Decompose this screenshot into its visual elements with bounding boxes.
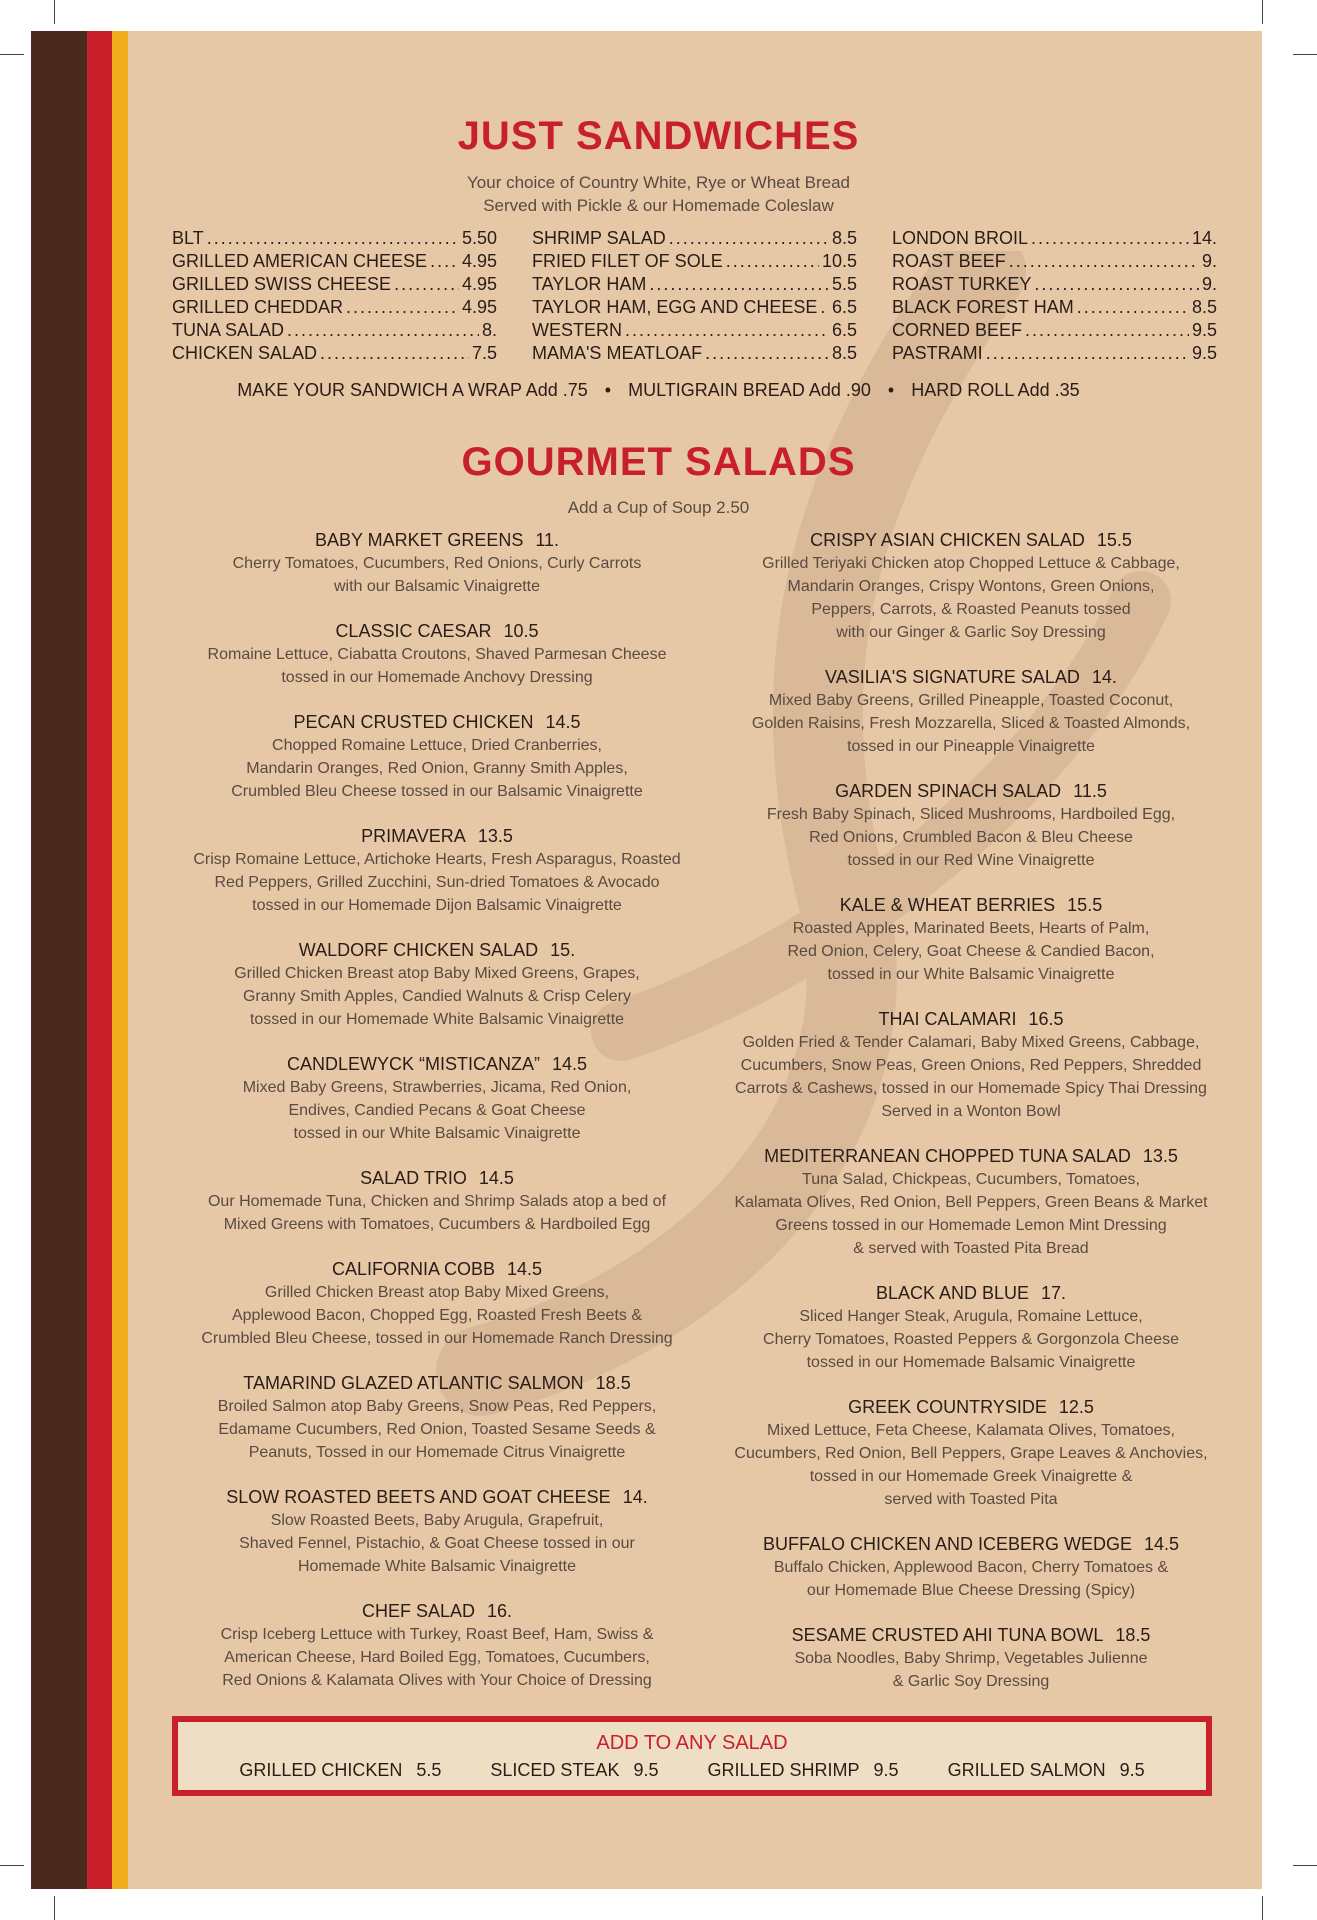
description-line: Our Homemade Tuna, Chicken and Shrimp Salads atop a bed of bbox=[207, 1193, 667, 1210]
salad-item bbox=[716, 1007, 1226, 1123]
salad-item bbox=[716, 665, 1226, 758]
description-line: Mandarin Oranges, Red Onion, Granny Smith Apples, bbox=[246, 760, 628, 777]
item-name: TAYLOR HAM bbox=[532, 274, 647, 294]
salad-name: THAI CALAMARI bbox=[878, 1009, 1017, 1029]
item-price: 10.5 bbox=[821, 251, 857, 271]
item-price: 8.5 bbox=[831, 343, 857, 363]
description-line: Grilled Chicken Breast atop Baby Mixed Greens, bbox=[264, 1284, 610, 1301]
salad-heading bbox=[716, 1623, 1226, 1647]
salad-description bbox=[716, 1031, 1226, 1123]
salad-heading bbox=[716, 665, 1226, 689]
salad-price: 14.5 bbox=[478, 1168, 514, 1188]
description-line: Peanuts, Tossed in our Homemade Citrus Vinaigrette bbox=[248, 1444, 626, 1461]
salad-price: 14.5 bbox=[545, 712, 581, 732]
add-to-salad-box bbox=[172, 1716, 1212, 1796]
item-name: FRIED FILET OF SOLE bbox=[532, 251, 723, 271]
description-line: Buffalo Chicken, Applewood Bacon, Cherry Tomatoes & bbox=[773, 1559, 1169, 1576]
sandwich-item bbox=[172, 228, 497, 251]
description-line: tossed in our Homemade Anchovy Dressing bbox=[281, 669, 593, 686]
salad-item bbox=[182, 1166, 692, 1236]
salad-name: WALDORF CHICKEN SALAD bbox=[298, 940, 539, 960]
leader-dots bbox=[705, 343, 829, 364]
brown-stripe bbox=[31, 31, 87, 1889]
sandwich-item bbox=[892, 297, 1217, 320]
salad-name: KALE & WHEAT BERRIES bbox=[839, 895, 1056, 915]
salad-heading bbox=[716, 528, 1226, 552]
salad-name: VASILIA'S SIGNATURE SALAD bbox=[825, 667, 1080, 687]
sandwiches-subtitle bbox=[0, 171, 1317, 217]
sandwich-item bbox=[892, 251, 1217, 274]
bullet-separator: • bbox=[887, 380, 895, 400]
salad-heading bbox=[716, 1144, 1226, 1168]
salad-description bbox=[182, 1190, 692, 1236]
salad-description bbox=[182, 1509, 692, 1578]
salad-name: CANDLEWYCK “MISTICANZA” bbox=[286, 1054, 540, 1074]
description-line: Fresh Baby Spinach, Sliced Mushrooms, Hardboiled Egg, bbox=[766, 806, 1176, 823]
crop-mark bbox=[54, 0, 55, 24]
description-line: served with Toasted Pita bbox=[884, 1491, 1058, 1508]
item-price: 8. bbox=[481, 320, 497, 340]
leader-dots bbox=[669, 228, 829, 249]
salad-description bbox=[716, 1305, 1226, 1374]
description-line: Crisp Iceberg Lettuce with Turkey, Roast Beef, Ham, Swiss & bbox=[220, 1626, 654, 1643]
description-line: Sliced Hanger Steak, Arugula, Romaine Lettuce, bbox=[799, 1308, 1143, 1325]
sandwich-item bbox=[532, 297, 857, 320]
description-line: Chopped Romaine Lettuce, Dried Cranberries, bbox=[272, 737, 602, 754]
subtitle-line: Served with Pickle & our Homemade Coleslaw bbox=[483, 196, 834, 215]
sandwich-item bbox=[172, 320, 497, 343]
leader-dots bbox=[1009, 251, 1199, 272]
salad-item bbox=[182, 619, 692, 689]
salad-addon-price: 9.5 bbox=[633, 1760, 659, 1780]
description-line: Crumbled Bleu Cheese, tossed in our Homemade Ranch Dressing bbox=[201, 1330, 673, 1347]
salad-item bbox=[716, 1281, 1226, 1374]
description-line: Served in a Wonton Bowl bbox=[881, 1103, 1061, 1120]
description-line: & served with Toasted Pita Bread bbox=[853, 1240, 1089, 1257]
salad-description bbox=[182, 734, 692, 803]
description-line: Cucumbers, Snow Peas, Green Onions, Red Peppers, Shredded bbox=[740, 1057, 1202, 1074]
description-line: Endives, Candied Pecans & Goat Cheese bbox=[288, 1102, 586, 1119]
sandwich-item bbox=[172, 274, 497, 297]
item-price: 9. bbox=[1201, 274, 1217, 294]
item-name: GRILLED AMERICAN CHEESE bbox=[172, 251, 428, 271]
description-line: Kalamata Olives, Red Onion, Bell Peppers, Green Beans & Market bbox=[734, 1194, 1208, 1211]
salad-addon-price: 9.5 bbox=[873, 1760, 899, 1780]
salad-description bbox=[182, 552, 692, 598]
sandwich-item bbox=[532, 343, 857, 366]
salad-description bbox=[716, 1419, 1226, 1511]
sandwich-column-2 bbox=[532, 228, 857, 366]
item-price: 4.95 bbox=[461, 251, 497, 271]
item-price: 5.50 bbox=[461, 228, 497, 248]
salad-addon-name: GRILLED SALMON bbox=[947, 1760, 1106, 1780]
item-name: BLACK FOREST HAM bbox=[892, 297, 1074, 317]
salad-name: SESAME CRUSTED AHI TUNA BOWL bbox=[791, 1625, 1104, 1645]
description-line: Mixed Greens with Tomatoes, Cucumbers & Hardboiled Egg bbox=[223, 1216, 651, 1233]
description-line: Soba Noodles, Baby Shrimp, Vegetables Julienne bbox=[794, 1650, 1148, 1667]
description-line: Grilled Chicken Breast atop Baby Mixed Greens, Grapes, bbox=[234, 965, 640, 982]
description-line: American Cheese, Hard Boiled Egg, Tomatoes, Cucumbers, bbox=[224, 1649, 650, 1666]
salads-title: GOURMET SALADS bbox=[461, 440, 856, 484]
leader-dots bbox=[394, 274, 459, 295]
salad-item bbox=[182, 1052, 692, 1145]
description-line: with our Ginger & Garlic Soy Dressing bbox=[836, 624, 1106, 641]
description-line: Greens tossed in our Homemade Lemon Mint Dressing bbox=[775, 1217, 1167, 1234]
salad-item bbox=[182, 710, 692, 803]
leader-dots bbox=[649, 274, 829, 295]
salad-heading bbox=[182, 710, 692, 734]
leader-dots bbox=[1031, 228, 1189, 249]
crop-mark bbox=[1293, 54, 1317, 55]
description-line: Peppers, Carrots, & Roasted Peanuts tossed bbox=[811, 601, 1131, 618]
item-name: GRILLED SWISS CHEESE bbox=[172, 274, 392, 294]
salad-name: CHEF SALAD bbox=[361, 1601, 475, 1621]
salad-price: 11.5 bbox=[1073, 781, 1107, 801]
salad-description bbox=[182, 1623, 692, 1692]
addon-price: .35 bbox=[1054, 380, 1080, 400]
salad-heading bbox=[182, 1485, 692, 1509]
bullet-separator: • bbox=[604, 380, 612, 400]
item-price: 8.5 bbox=[1191, 297, 1217, 317]
salad-price: 18.5 bbox=[1115, 1625, 1151, 1645]
addon-label: MAKE YOUR SANDWICH A WRAP Add bbox=[237, 380, 558, 400]
item-price: 4.95 bbox=[461, 297, 497, 317]
salad-addon-price: 5.5 bbox=[416, 1760, 442, 1780]
item-price: 7.5 bbox=[471, 343, 497, 363]
salad-addon bbox=[708, 1760, 899, 1780]
description-line: Mandarin Oranges, Crispy Wontons, Green Onions, bbox=[787, 578, 1155, 595]
sandwich-item bbox=[532, 274, 857, 297]
salad-price: 14. bbox=[622, 1487, 648, 1507]
salad-description bbox=[182, 1395, 692, 1464]
salad-item bbox=[716, 1144, 1226, 1260]
salad-addon-name: GRILLED CHICKEN bbox=[239, 1760, 403, 1780]
item-price: 14. bbox=[1191, 228, 1217, 248]
salad-name: TAMARIND GLAZED ATLANTIC SALMON bbox=[243, 1373, 584, 1393]
salad-column-left bbox=[182, 528, 692, 1713]
salad-price: 15. bbox=[550, 940, 576, 960]
description-line: Cherry Tomatoes, Cucumbers, Red Onions, Curly Carrots bbox=[232, 555, 642, 572]
description-line: tossed in our Homemade Balsamic Vinaigrette bbox=[806, 1354, 1136, 1371]
salad-price: 14. bbox=[1091, 667, 1117, 687]
crop-mark bbox=[54, 1896, 55, 1920]
salad-name: CALIFORNIA COBB bbox=[331, 1259, 495, 1279]
description-line: Crumbled Bleu Cheese tossed in our Balsamic Vinaigrette bbox=[231, 783, 643, 800]
salad-name: MEDITERRANEAN CHOPPED TUNA SALAD bbox=[764, 1146, 1131, 1166]
salad-price: 15.5 bbox=[1067, 895, 1103, 915]
item-name: ROAST TURKEY bbox=[892, 274, 1032, 294]
description-line: Broiled Salmon atop Baby Greens, Snow Peas, Red Peppers, bbox=[217, 1398, 657, 1415]
sandwich-item bbox=[892, 274, 1217, 297]
description-line: with our Balsamic Vinaigrette bbox=[333, 578, 541, 595]
salads-subtitle: Add a Cup of Soup 2.50 bbox=[567, 498, 750, 517]
salad-addon-price: 9.5 bbox=[1119, 1760, 1145, 1780]
item-price: 9.5 bbox=[1191, 343, 1217, 363]
salad-heading bbox=[182, 1052, 692, 1076]
description-line: Cherry Tomatoes, Roasted Peppers & Gorgonzola Cheese bbox=[763, 1331, 1179, 1348]
salad-description bbox=[716, 552, 1226, 644]
description-line: Red Onion, Celery, Goat Cheese & Candied Bacon, bbox=[787, 943, 1155, 960]
sandwiches-title: JUST SANDWICHES bbox=[457, 114, 860, 158]
addon-label: HARD ROLL Add bbox=[911, 380, 1050, 400]
leader-dots bbox=[1025, 320, 1189, 341]
leader-dots bbox=[287, 320, 479, 341]
salad-description bbox=[716, 803, 1226, 872]
salad-addon bbox=[948, 1760, 1145, 1780]
salad-price: 16.5 bbox=[1028, 1009, 1064, 1029]
item-name: BLT bbox=[172, 228, 204, 248]
crop-mark bbox=[0, 1865, 24, 1866]
salad-name: BABY MARKET GREENS bbox=[314, 530, 524, 550]
sandwich-item bbox=[892, 343, 1217, 366]
sandwich-item bbox=[532, 320, 857, 343]
salad-heading bbox=[182, 1166, 692, 1190]
salad-item bbox=[716, 1532, 1226, 1602]
salad-description bbox=[182, 643, 692, 689]
description-line: Applewood Bacon, Chopped Egg, Roasted Fresh Beets & bbox=[231, 1307, 643, 1324]
salad-heading bbox=[182, 938, 692, 962]
description-line: tossed in our White Balsamic Vinaigrette bbox=[827, 966, 1115, 983]
salad-heading bbox=[182, 1599, 692, 1623]
description-line: Grilled Teriyaki Chicken atop Chopped Lettuce & Cabbage, bbox=[762, 555, 1180, 572]
sandwich-addons bbox=[0, 380, 1317, 401]
sandwich-item bbox=[532, 228, 857, 251]
item-name: WESTERN bbox=[532, 320, 622, 340]
description-line: Crisp Romaine Lettuce, Artichoke Hearts, Fresh Asparagus, Roasted bbox=[193, 851, 681, 868]
salad-description bbox=[182, 848, 692, 917]
salad-name: CRISPY ASIAN CHICKEN SALAD bbox=[810, 530, 1085, 550]
crop-mark bbox=[1262, 0, 1263, 24]
salad-item bbox=[182, 1371, 692, 1464]
description-line: tossed in our Homemade Greek Vinaigrette & bbox=[809, 1468, 1133, 1485]
salad-name: PECAN CRUSTED CHICKEN bbox=[293, 712, 534, 732]
salad-heading bbox=[716, 1281, 1226, 1305]
salad-heading bbox=[716, 893, 1226, 917]
description-line: Slow Roasted Beets, Baby Arugula, Grapefruit, bbox=[270, 1512, 604, 1529]
salad-item bbox=[716, 893, 1226, 986]
salad-name: BUFFALO CHICKEN AND ICEBERG WEDGE bbox=[762, 1534, 1132, 1554]
salad-name: GREEK COUNTRYSIDE bbox=[848, 1397, 1047, 1417]
add-to-salad-title: ADD TO ANY SALAD bbox=[596, 1732, 788, 1754]
description-line: tossed in our Homemade Dijon Balsamic Vinaigrette bbox=[252, 897, 622, 914]
addon-label: MULTIGRAIN BREAD Add bbox=[628, 380, 841, 400]
salad-name: GARDEN SPINACH SALAD bbox=[835, 781, 1062, 801]
description-line: Homemade White Balsamic Vinaigrette bbox=[297, 1558, 577, 1575]
salad-heading bbox=[182, 824, 692, 848]
salad-price: 12.5 bbox=[1058, 1397, 1094, 1417]
salad-item bbox=[182, 938, 692, 1031]
description-line: Tuna Salad, Chickpeas, Cucumbers, Tomatoes, bbox=[802, 1171, 1140, 1188]
item-name: CORNED BEEF bbox=[892, 320, 1023, 340]
item-name: TUNA SALAD bbox=[172, 320, 285, 340]
salad-item bbox=[182, 1257, 692, 1350]
salad-price: 14.5 bbox=[551, 1054, 588, 1074]
salad-heading bbox=[182, 1257, 692, 1281]
item-price: 5.5 bbox=[831, 274, 857, 294]
salad-addon bbox=[239, 1760, 441, 1780]
description-line: Carrots & Cashews, tossed in our Homemade Spicy Thai Dressing bbox=[735, 1080, 1207, 1097]
gold-stripe bbox=[112, 31, 128, 1889]
addon-price: .90 bbox=[845, 380, 871, 400]
salad-price: 16. bbox=[487, 1601, 513, 1621]
description-line: Edamame Cucumbers, Red Onion, Toasted Sesame Seeds & bbox=[218, 1421, 656, 1438]
item-price: 9.5 bbox=[1191, 320, 1217, 340]
salad-price: 14.5 bbox=[1144, 1534, 1180, 1554]
item-name: PASTRAMI bbox=[892, 343, 983, 363]
item-name: ROAST BEEF bbox=[892, 251, 1006, 271]
salad-heading bbox=[182, 619, 692, 643]
leader-dots bbox=[625, 320, 829, 341]
salad-price: 15.5 bbox=[1096, 530, 1132, 550]
salad-item bbox=[182, 1485, 692, 1578]
sandwich-item bbox=[892, 228, 1217, 251]
salad-addon-name: GRILLED SHRIMP bbox=[707, 1760, 860, 1780]
salad-name: BLACK AND BLUE bbox=[875, 1283, 1030, 1303]
salad-description bbox=[716, 917, 1226, 986]
salad-price: 14.5 bbox=[507, 1259, 543, 1279]
item-name: LONDON BROIL bbox=[892, 228, 1029, 248]
salad-item bbox=[716, 779, 1226, 872]
salad-heading bbox=[716, 1532, 1226, 1556]
salad-item bbox=[716, 528, 1226, 644]
salad-description bbox=[716, 1647, 1226, 1693]
crop-mark bbox=[0, 54, 24, 55]
description-line: tossed in our Red Wine Vinaigrette bbox=[847, 852, 1095, 869]
item-price: 4.95 bbox=[461, 274, 497, 294]
leader-dots bbox=[1034, 274, 1199, 295]
description-line: Mixed Lettuce, Feta Cheese, Kalamata Olives, Tomatoes, bbox=[767, 1422, 1175, 1439]
sandwich-item bbox=[172, 251, 497, 274]
item-name: MAMA'S MEATLOAF bbox=[532, 343, 703, 363]
salad-item bbox=[716, 1395, 1226, 1511]
salad-description bbox=[182, 1076, 692, 1145]
description-line: Mixed Baby Greens, Strawberries, Jicama, Red Onion, bbox=[242, 1079, 632, 1096]
salad-description bbox=[716, 1168, 1226, 1260]
salad-item bbox=[182, 528, 692, 598]
salad-heading bbox=[182, 1371, 692, 1395]
salad-name: CLASSIC CAESAR bbox=[335, 621, 492, 641]
salad-heading bbox=[716, 779, 1226, 803]
salad-price: 10.5 bbox=[503, 621, 539, 641]
addon-price: .75 bbox=[562, 380, 588, 400]
sandwich-column-3 bbox=[892, 228, 1217, 366]
salad-column-right bbox=[716, 528, 1226, 1714]
item-price: 9. bbox=[1201, 251, 1217, 271]
description-line: Cucumbers, Red Onion, Bell Peppers, Grape Leaves & Anchovies, bbox=[734, 1445, 1208, 1462]
sandwich-item bbox=[172, 297, 497, 320]
salad-heading bbox=[716, 1395, 1226, 1419]
description-line: our Homemade Blue Cheese Dressing (Spicy) bbox=[806, 1582, 1136, 1599]
salad-price: 11. bbox=[535, 530, 560, 550]
description-line: Romaine Lettuce, Ciabatta Croutons, Shaved Parmesan Cheese bbox=[207, 646, 667, 663]
crop-mark bbox=[1262, 1896, 1263, 1920]
leader-dots bbox=[1077, 297, 1189, 318]
salad-item bbox=[182, 1599, 692, 1692]
description-line: Shaved Fennel, Pistachio, & Goat Cheese tossed in our bbox=[239, 1535, 635, 1552]
salad-price: 17. bbox=[1041, 1283, 1067, 1303]
leader-dots bbox=[986, 343, 1189, 364]
salad-addon bbox=[490, 1760, 658, 1780]
salad-item bbox=[716, 1623, 1226, 1693]
description-line: Roasted Apples, Marinated Beets, Hearts of Palm, bbox=[792, 920, 1150, 937]
item-name: CHICKEN SALAD bbox=[172, 343, 318, 363]
salad-price: 13.5 bbox=[477, 826, 513, 846]
leader-dots bbox=[346, 297, 459, 318]
crop-mark bbox=[1293, 1865, 1317, 1866]
subtitle-line: Your choice of Country White, Rye or Wheat Bread bbox=[467, 173, 850, 192]
leader-dots bbox=[207, 228, 459, 249]
leader-dots bbox=[430, 251, 459, 272]
salad-heading bbox=[182, 528, 692, 552]
red-stripe bbox=[87, 31, 112, 1889]
item-name: GRILLED CHEDDAR bbox=[172, 297, 344, 317]
description-line: Red Onions & Kalamata Olives with Your Choice of Dressing bbox=[222, 1672, 652, 1689]
item-price: 6.5 bbox=[831, 297, 857, 317]
item-price: 6.5 bbox=[831, 320, 857, 340]
description-line: Golden Raisins, Fresh Mozzarella, Sliced & Toasted Almonds, bbox=[751, 715, 1191, 732]
description-line: tossed in our Pineapple Vinaigrette bbox=[847, 738, 1095, 755]
salad-addon-name: SLICED STEAK bbox=[490, 1760, 620, 1780]
salad-description bbox=[716, 1556, 1226, 1602]
salad-name: SALAD TRIO bbox=[360, 1168, 467, 1188]
description-line: & Garlic Soy Dressing bbox=[892, 1673, 1050, 1690]
sandwich-column-1 bbox=[172, 228, 497, 366]
leader-dots bbox=[726, 251, 819, 272]
salad-heading bbox=[716, 1007, 1226, 1031]
add-to-salad-items bbox=[178, 1760, 1206, 1781]
description-line: Red Onions, Crumbled Bacon & Bleu Cheese bbox=[809, 829, 1133, 846]
description-line: tossed in our Homemade White Balsamic Vinaigrette bbox=[249, 1011, 625, 1028]
item-price: 8.5 bbox=[831, 228, 857, 248]
item-name: TAYLOR HAM, EGG AND CHEESE bbox=[532, 297, 818, 317]
salad-price: 13.5 bbox=[1142, 1146, 1178, 1166]
salad-price: 18.5 bbox=[595, 1373, 631, 1393]
salad-name: PRIMAVERA bbox=[361, 826, 466, 846]
sandwich-item bbox=[532, 251, 857, 274]
salad-description bbox=[716, 689, 1226, 758]
sandwich-item bbox=[892, 320, 1217, 343]
salad-description bbox=[182, 962, 692, 1031]
item-name: SHRIMP SALAD bbox=[532, 228, 666, 248]
description-line: Golden Fried & Tender Calamari, Baby Mixed Greens, Cabbage, bbox=[742, 1034, 1200, 1051]
sandwich-item bbox=[172, 343, 497, 366]
description-line: Red Peppers, Grilled Zucchini, Sun-dried Tomatoes & Avocado bbox=[214, 874, 660, 891]
leader-dots bbox=[320, 343, 469, 364]
salad-item bbox=[182, 824, 692, 917]
salad-description bbox=[182, 1281, 692, 1350]
description-line: Mixed Baby Greens, Grilled Pineapple, Toasted Coconut, bbox=[768, 692, 1174, 709]
description-line: tossed in our White Balsamic Vinaigrette bbox=[293, 1125, 581, 1142]
salad-name: SLOW ROASTED BEETS AND GOAT CHEESE bbox=[226, 1487, 611, 1507]
description-line: Granny Smith Apples, Candied Walnuts & Crisp Celery bbox=[242, 988, 631, 1005]
leader-dots bbox=[820, 297, 829, 318]
